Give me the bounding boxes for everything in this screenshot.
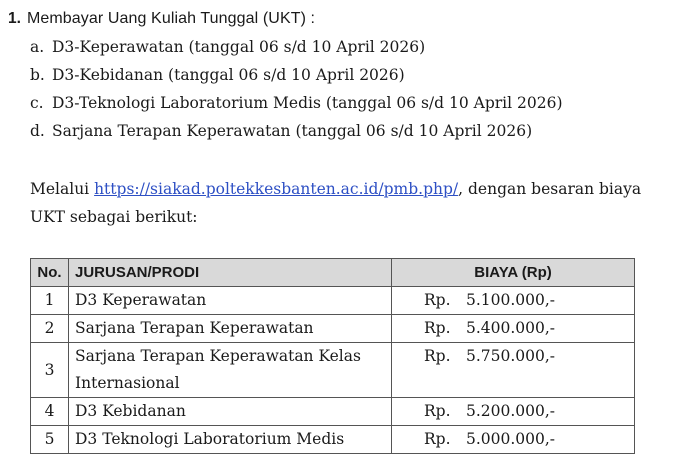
list-letter: c.: [30, 94, 44, 112]
heading-text: Membayar Uang Kuliah Tunggal (UKT) :: [26, 10, 316, 27]
currency-label: Rp.: [424, 319, 451, 337]
paragraph-suffix: , dengan besaran biaya UKT sebagai berikut:: [30, 180, 642, 226]
list-text: D3-Teknologi Laboratorium Medis (tanggal 06 s/d 10 April 2026): [52, 94, 563, 112]
amount: 5.100.000,-: [466, 291, 556, 309]
list-text: Sarjana Terapan Keperawatan (tanggal 06 s/d 10 April 2026): [52, 122, 533, 140]
cell-prodi: Sarjana Terapan Keperawatan: [69, 315, 392, 343]
table-row: [31, 398, 635, 426]
amount: 5.750.000,-: [466, 347, 556, 365]
currency-label: Rp.: [424, 347, 451, 365]
cell-biaya: [392, 426, 635, 454]
cell-prodi: D3 Teknologi Laboratorium Medis: [69, 426, 392, 454]
payment-paragraph: [30, 175, 670, 231]
header-prodi: JURUSAN/PRODI: [69, 259, 392, 287]
list-item: [30, 118, 563, 146]
cell-biaya: [392, 315, 635, 343]
cell-no: 3: [31, 343, 69, 398]
ukt-table: [30, 258, 635, 454]
list-letter: d.: [30, 122, 45, 140]
list-letter: b.: [30, 66, 45, 84]
cell-prodi: D3 Keperawatan: [69, 287, 392, 315]
list-letter: a.: [30, 38, 45, 56]
currency-label: Rp.: [424, 291, 451, 309]
cell-no: 4: [31, 398, 69, 426]
schedule-list: [30, 34, 563, 146]
currency-label: Rp.: [424, 402, 451, 420]
header-no: No.: [31, 259, 69, 287]
header-biaya: BIAYA (Rp): [392, 259, 635, 287]
amount: 5.000.000,-: [466, 430, 556, 448]
cell-biaya: [392, 287, 635, 315]
heading-number: 1.: [8, 10, 21, 27]
cell-no: 2: [31, 315, 69, 343]
table-row: [31, 426, 635, 454]
table-row: [31, 343, 635, 398]
cell-biaya: [392, 343, 635, 398]
cell-biaya: [392, 398, 635, 426]
table-row: [31, 315, 635, 343]
section-heading: [8, 7, 315, 30]
cell-prodi: D3 Kebidanan: [69, 398, 392, 426]
list-text: D3-Keperawatan (tanggal 06 s/d 10 April 2026): [52, 38, 426, 56]
currency-label: Rp.: [424, 430, 451, 448]
table-header-row: [31, 259, 635, 287]
siakad-link[interactable]: https://siakad.poltekkesbanten.ac.id/pmb.php/: [94, 180, 459, 198]
list-item: [30, 34, 563, 62]
amount: 5.400.000,-: [466, 319, 556, 337]
list-text: D3-Kebidanan (tanggal 06 s/d 10 April 2026): [52, 66, 405, 84]
list-item: [30, 62, 563, 90]
cell-no: 1: [31, 287, 69, 315]
amount: 5.200.000,-: [466, 402, 556, 420]
cell-no: 5: [31, 426, 69, 454]
paragraph-prefix: Melalui: [30, 180, 95, 198]
list-item: [30, 90, 563, 118]
table-row: [31, 287, 635, 315]
cell-prodi: Sarjana Terapan Keperawatan Kelas Internasional: [69, 343, 392, 398]
